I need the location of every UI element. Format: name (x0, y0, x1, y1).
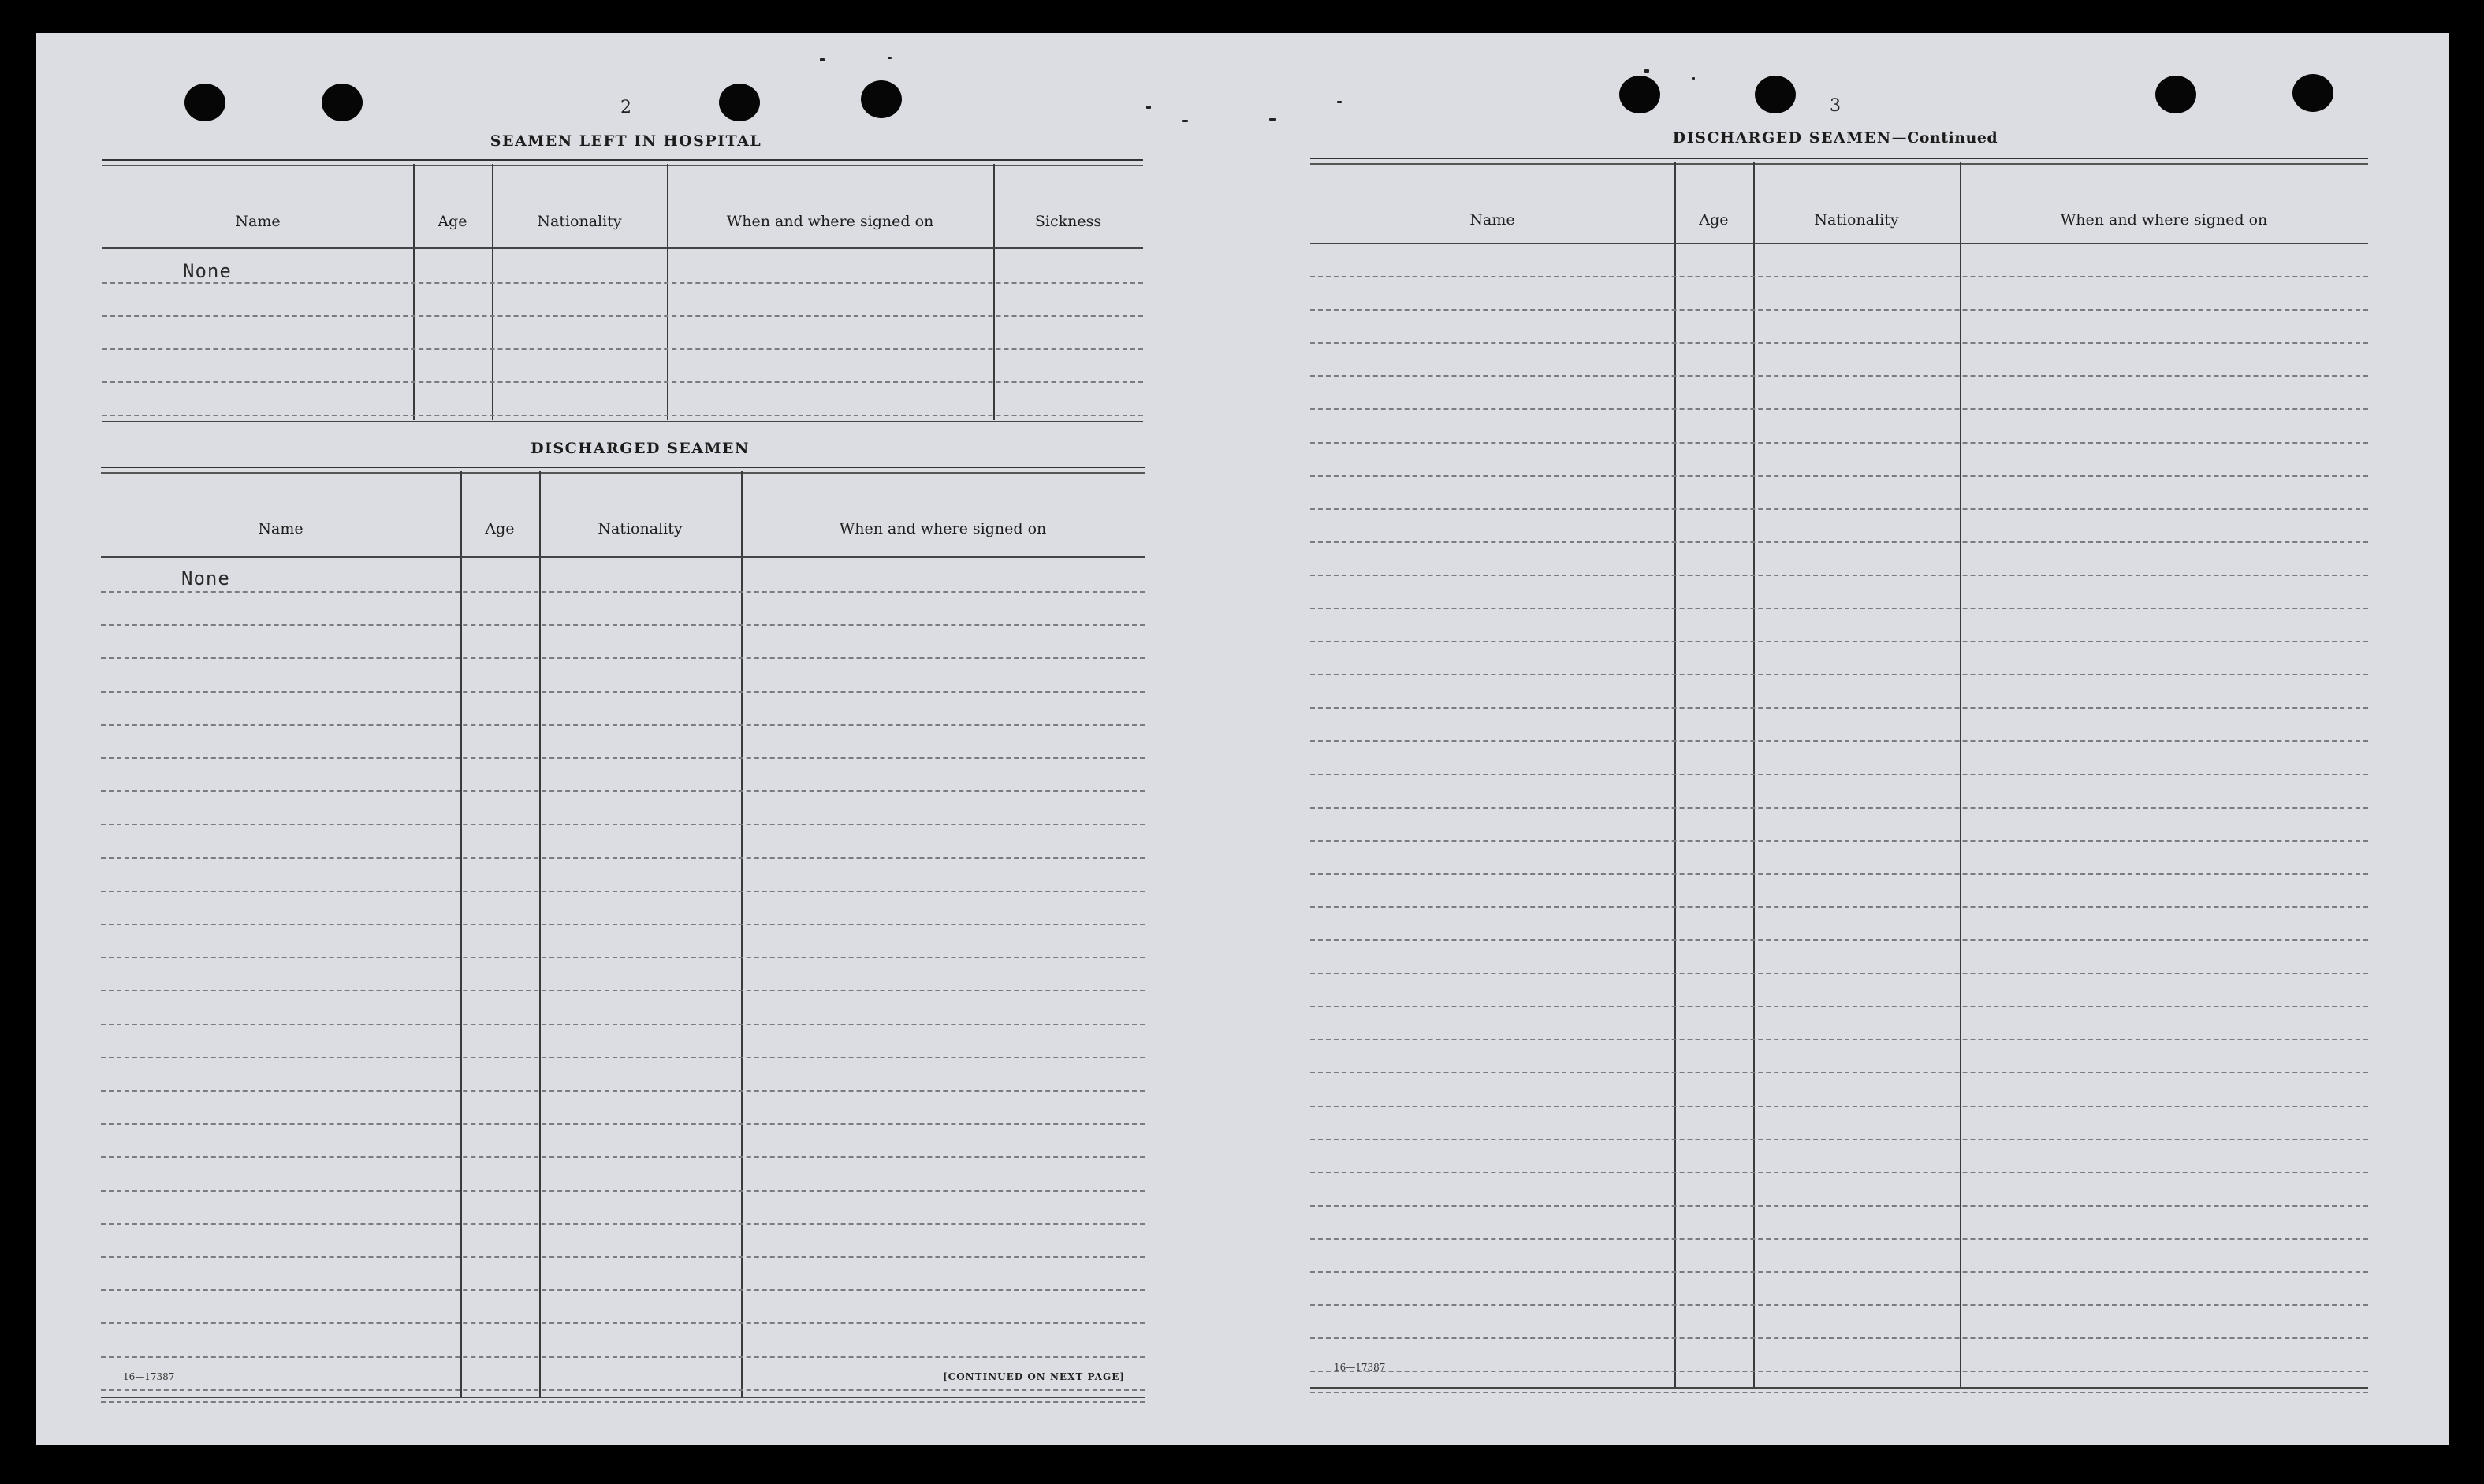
hospital-table (102, 159, 1143, 423)
row-rule (101, 1090, 1145, 1092)
row-rule (101, 924, 1145, 925)
table-bottom-rule (102, 421, 1143, 422)
row-rule (1310, 1006, 2368, 1007)
row-rule (1310, 1039, 2368, 1040)
page-number: 2 (620, 98, 631, 117)
title-text: DISCHARGED SEAMEN (1672, 129, 1892, 147)
row-rule (101, 891, 1145, 892)
column-divider (539, 471, 541, 1398)
row-rule (1310, 442, 2368, 444)
header-rule (102, 247, 1143, 249)
row-rule (1310, 1139, 2368, 1140)
row-rule (1310, 1371, 2368, 1372)
punch-hole-icon (1755, 76, 1796, 113)
row-rule (101, 1289, 1145, 1291)
row-rule (101, 624, 1145, 626)
table-top-rule (101, 467, 1145, 474)
row-rule (101, 757, 1145, 759)
row-rule (1310, 375, 2368, 377)
header-rule (1310, 243, 2368, 244)
column-header-signed-on: When and where signed on (839, 520, 1047, 537)
row-rule (1310, 1304, 2368, 1306)
row-rule (101, 990, 1145, 991)
ink-speck (888, 57, 892, 59)
row-rule (1310, 740, 2368, 742)
punch-hole-icon (2155, 76, 2196, 113)
discharged-entry: None (181, 567, 230, 590)
table-bottom-rule (1310, 1387, 2368, 1389)
column-divider (460, 471, 462, 1398)
row-rule (1310, 873, 2368, 875)
row-rule (101, 1322, 1145, 1324)
row-rule (101, 1057, 1145, 1058)
punch-hole-icon (184, 84, 225, 121)
row-rule (102, 415, 1143, 416)
row-rule (101, 1389, 1145, 1391)
row-rule (101, 1223, 1145, 1225)
form-number: 16—17387 (1334, 1362, 1386, 1373)
form-number: 16—17387 (123, 1371, 175, 1382)
discharged-section-title: DISCHARGED SEAMEN (531, 440, 750, 457)
row-rule (1310, 608, 2368, 609)
header-rule (101, 556, 1145, 558)
punch-hole-icon (1619, 76, 1660, 113)
row-rule (1310, 575, 2368, 576)
row-rule (1310, 1337, 2368, 1339)
table-bottom-rule (101, 1397, 1145, 1398)
row-rule (101, 857, 1145, 859)
column-header-name: Name (235, 213, 281, 230)
row-rule (1310, 674, 2368, 675)
row-rule (1310, 408, 2368, 410)
ink-speck (1337, 101, 1342, 103)
column-header-sickness: Sickness (1034, 213, 1102, 230)
row-rule (1310, 707, 2368, 709)
punch-hole-icon (2292, 74, 2333, 112)
row-rule (101, 1356, 1145, 1358)
row-rule (1310, 1172, 2368, 1173)
table-top-rule (102, 159, 1143, 166)
row-rule (102, 381, 1143, 383)
page-number: 3 (1830, 96, 1841, 116)
column-header-nationality: Nationality (598, 520, 683, 537)
ink-speck (1692, 77, 1695, 80)
hospital-entry: None (183, 260, 232, 282)
punch-hole-icon (861, 80, 902, 118)
row-rule (1310, 1072, 2368, 1073)
column-header-age: Age (485, 520, 515, 537)
row-rule (101, 790, 1145, 792)
row-rule (1310, 840, 2368, 842)
row-rule (101, 657, 1145, 659)
row-rule (101, 1190, 1145, 1192)
row-rule (1310, 939, 2368, 941)
row-rule (1310, 1271, 2368, 1273)
row-rule (1310, 508, 2368, 510)
row-rule (101, 724, 1145, 726)
table-top-rule (1310, 158, 2368, 165)
hospital-section-title: SEAMEN LEFT IN HOSPITAL (490, 132, 762, 150)
discharged-table (101, 467, 1145, 1404)
ink-speck (1269, 118, 1276, 121)
discharged-continued-table (1310, 158, 2368, 1395)
column-header-signed-on: When and where signed on (2060, 211, 2268, 229)
ink-speck (1644, 69, 1649, 73)
row-rule (1310, 276, 2368, 277)
row-rule (1310, 475, 2368, 477)
row-rule (1310, 1106, 2368, 1107)
column-header-nationality: Nationality (1814, 211, 1899, 229)
row-rule (101, 1256, 1145, 1258)
row-rule (102, 348, 1143, 350)
punch-hole-icon (322, 84, 363, 121)
manifest-sheet (36, 33, 2449, 1445)
row-rule (1310, 309, 2368, 311)
ink-speck (820, 58, 825, 61)
row-rule (102, 315, 1143, 317)
column-divider (741, 471, 743, 1398)
row-rule (1310, 973, 2368, 974)
column-header-name: Name (258, 520, 304, 537)
row-rule (101, 957, 1145, 958)
ink-speck (1182, 120, 1188, 122)
row-rule (1310, 807, 2368, 809)
ink-speck (1146, 106, 1151, 109)
column-header-age: Age (438, 213, 467, 230)
row-rule (101, 824, 1145, 825)
row-rule (1310, 1205, 2368, 1207)
row-rule (101, 691, 1145, 693)
column-header-name: Name (1469, 211, 1515, 229)
row-rule (101, 591, 1145, 593)
column-header-signed-on: When and where signed on (726, 213, 934, 230)
row-rule (101, 1024, 1145, 1025)
discharged-continued-title (1673, 129, 1998, 147)
row-rule (1310, 906, 2368, 908)
row-rule (1310, 641, 2368, 642)
continued-note: [CONTINUED ON NEXT PAGE] (943, 1371, 1126, 1382)
row-rule (1310, 1238, 2368, 1240)
row-rule (101, 1123, 1145, 1125)
punch-hole-icon (719, 84, 760, 121)
table-bottom-rule (1310, 1392, 2368, 1393)
table-bottom-rule (101, 1401, 1145, 1403)
row-rule (1310, 541, 2368, 543)
row-rule (102, 282, 1143, 284)
row-rule (101, 1156, 1145, 1158)
row-rule (1310, 342, 2368, 344)
column-header-nationality: Nationality (537, 213, 622, 230)
column-header-age: Age (1699, 211, 1729, 229)
title-suffix: —Continued (1891, 129, 1998, 147)
row-rule (1310, 774, 2368, 775)
